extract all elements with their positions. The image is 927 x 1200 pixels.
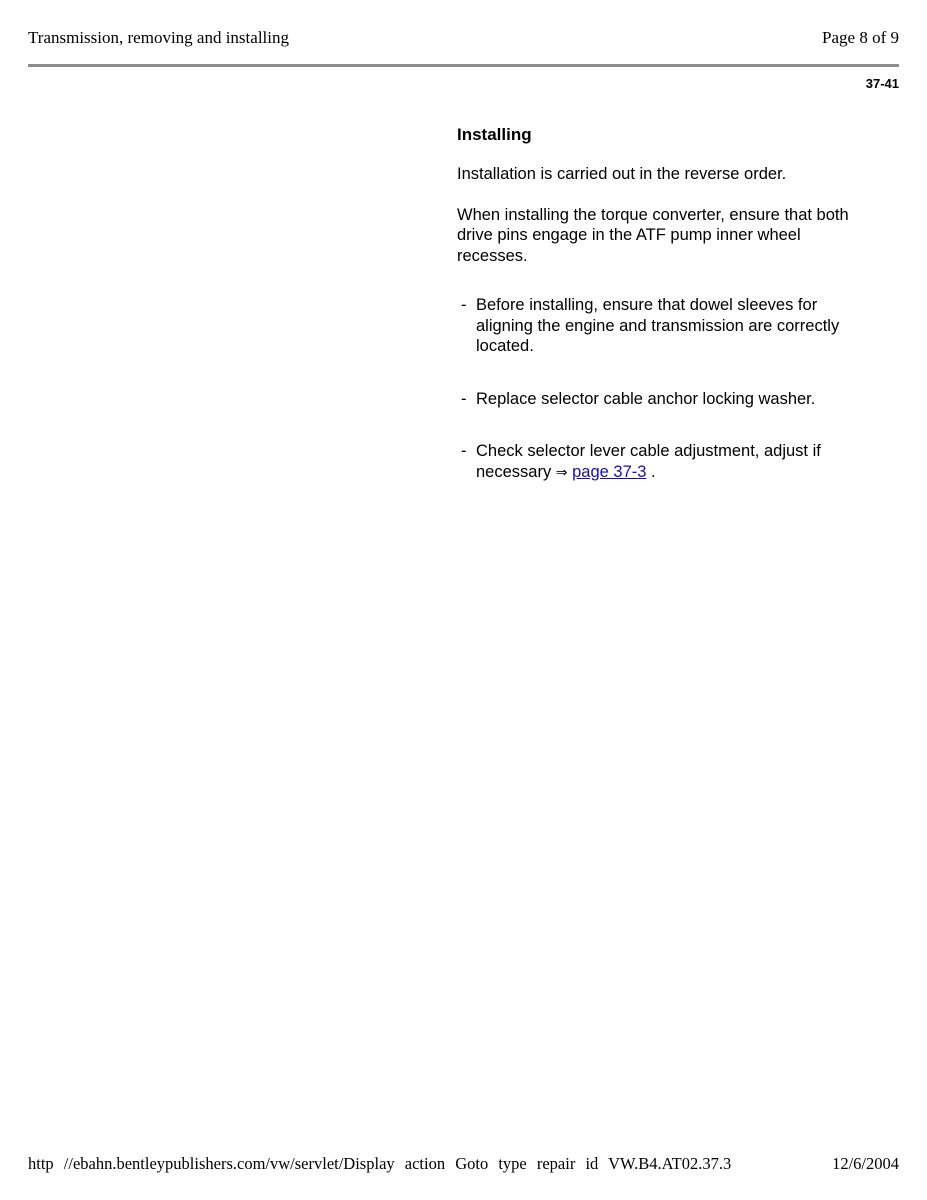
step-text: Before installing, ensure that dowel sleeves for aligning the engine and transmission are correctly located. bbox=[476, 296, 840, 355]
step-text: Replace selector cable anchor locking washer. bbox=[476, 389, 816, 408]
steps-list bbox=[457, 295, 867, 483]
list-dash: - bbox=[461, 296, 467, 314]
list-dash: - bbox=[461, 442, 467, 460]
section-heading: Installing bbox=[457, 125, 532, 144]
footer-date: 12/6/2004 bbox=[832, 1154, 899, 1173]
double-right-arrow-icon: ⇒ bbox=[555, 464, 568, 481]
footer-url: http //ebahn.bentleypublishers.com/vw/servlet/Display action Goto type repair id VW.B4.AT02.37.3 bbox=[28, 1154, 732, 1173]
page-reference-link[interactable]: page 37-3 bbox=[572, 462, 647, 481]
step-suffix: . bbox=[651, 462, 656, 481]
main-content bbox=[457, 124, 867, 515]
manual-page-number: 37-41 bbox=[865, 76, 899, 91]
list-item bbox=[457, 389, 867, 410]
step-text: Check selector lever cable adjustment, adjust if necessary bbox=[476, 442, 821, 481]
header-divider bbox=[28, 64, 899, 67]
paragraph-torque-converter: When installing the torque converter, ensure that both drive pins engage in the ATF pump inner wheel recesses. bbox=[457, 205, 849, 265]
list-item bbox=[457, 441, 867, 483]
header-title: Transmission, removing and installing bbox=[28, 28, 289, 47]
list-dash: - bbox=[461, 389, 467, 408]
header-page-indicator: Page 8 of 9 bbox=[822, 28, 899, 47]
list-item bbox=[457, 295, 867, 357]
paragraph-reverse-order: Installation is carried out in the reverse order. bbox=[457, 165, 787, 183]
